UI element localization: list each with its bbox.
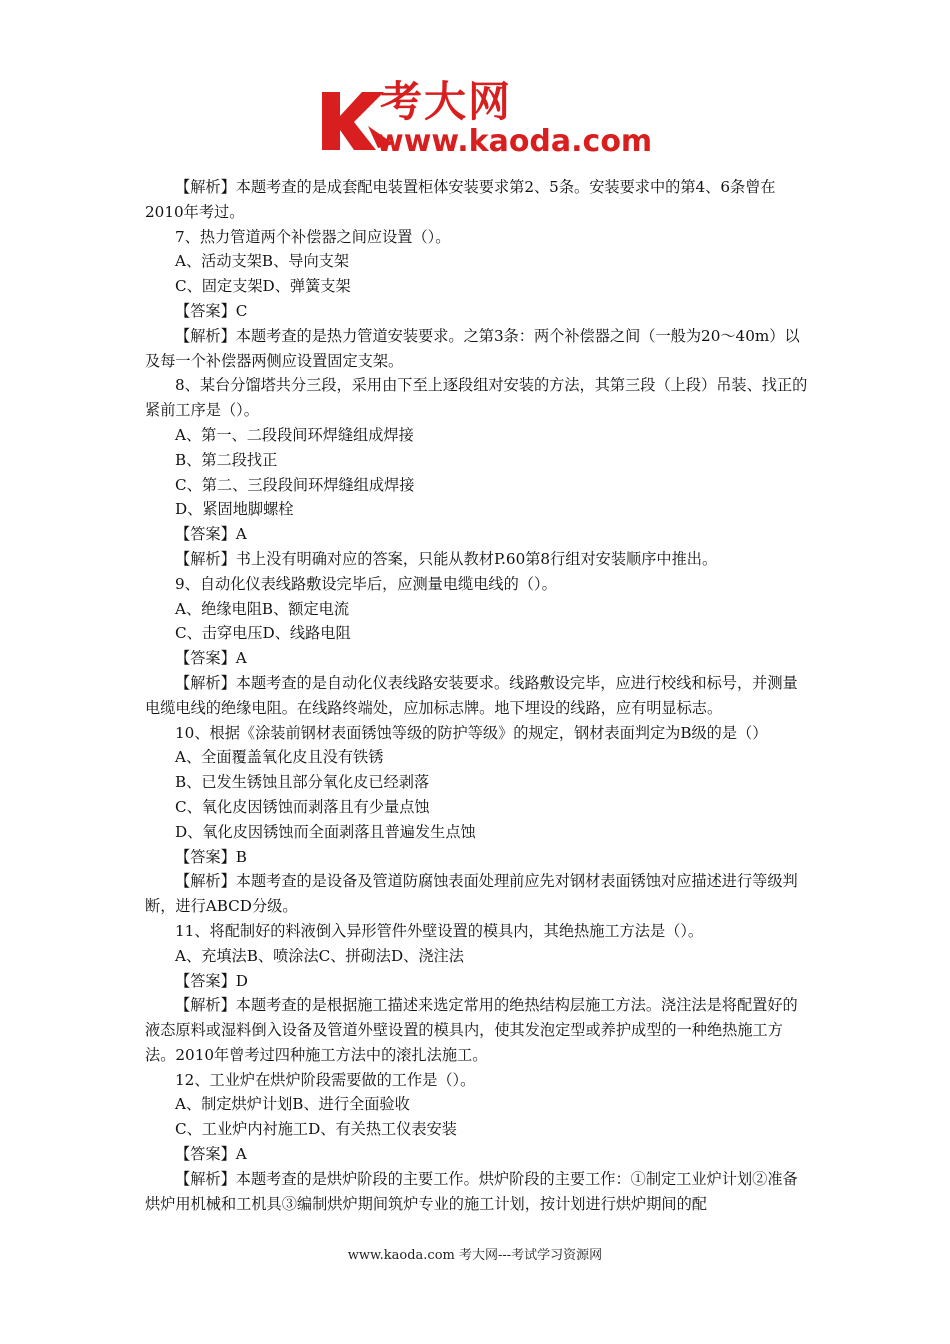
option-10-d: D、氧化皮因锈蚀而全面剥落且普遍发生点蚀 [175,822,476,841]
analysis-10: 【解析】本题考查的是设备及管道防腐蚀表面处理前应先对钢材表面锈蚀对应描述进行等级判断，进行ABCD分级。 [145,872,798,916]
logo-url: www.kaoda.com [376,124,653,159]
question-11: 11、将配制好的料液倒入异形管件外壁设置的模具内，其绝热施工方法是（）。 [175,921,704,940]
options-11: A、充填法B、喷涂法C、拼砌法D、浇注法 [175,946,464,965]
option-10-a: A、全面覆盖氧化皮且没有铁锈 [175,748,384,767]
question-8: 8、某台分馏塔共分三段，采用由下至上逐段组对安装的方法，其第三段（上段）吊装、找正的紧前工序是（）。 [145,376,808,420]
document-body [145,175,810,1216]
options-7-cd: C、固定支架D、弹簧支架 [175,277,351,296]
question-7: 7、热力管道两个补偿器之间应设置（）。 [175,227,451,246]
options-12-ab: A、制定烘炉计划B、进行全面验收 [175,1095,410,1114]
options-9-ab: A、绝缘电阻B、额定电流 [175,599,350,618]
logo-chinese-name: 考大网 [380,77,513,126]
options-9-cd: C、击穿电压D、线路电阻 [175,624,351,643]
option-10-b: B、已发生锈蚀且部分氧化皮已经剥落 [175,773,430,792]
answer-9: 【答案】A [175,649,247,668]
question-9: 9、自动化仪表线路敷设完毕后，应测量电缆电线的（）。 [175,574,557,593]
analysis-11: 【解析】本题考查的是根据施工描述来选定常用的绝热结构层施工方法。浇注法是将配置好的液态原料或湿料倒入设备及管道外壁设置的模具内，使其发泡定型或养护成型的一种绝热施工方法。2010年曾考过四种施工方法中的滚扎法施工。 [145,996,798,1064]
question-12: 12、工业炉在烘炉阶段需要做的工作是（）。 [175,1070,476,1089]
option-10-c: C、氧化皮因锈蚀而剥落且有少量点蚀 [175,797,430,816]
answer-10: 【答案】B [175,847,247,866]
question-10: 10、根据《涂装前钢材表面锈蚀等级的防护等级》的规定，钢材表面判定为B级的是（） [175,723,768,742]
analysis-6: 【解析】本题考查的是成套配电装置柜体安装要求第2、5条。安装要求中的第4、6条曾在2010年考过。 [145,178,776,221]
options-7-ab: A、活动支架B、导向支架 [175,252,350,271]
options-12-cd: C、工业炉内衬施工D、有关热工仪表安装 [175,1120,457,1139]
analysis-12: 【解析】本题考查的是烘炉阶段的主要工作。烘炉阶段的主要工作：①制定工业炉计划②准备烘炉用机械和工机具③编制烘炉期间筑炉专业的施工计划，按计划进行烘炉期间的配 [145,1169,798,1213]
answer-12: 【答案】A [175,1145,247,1164]
answer-7: 【答案】C [175,301,248,320]
answer-8: 【答案】A [175,525,247,544]
analysis-8: 【解析】书上没有明确对应的答案，只能从教材P.60第8行组对安装顺序中推出。 [175,549,718,568]
kaoda-logo [318,77,653,162]
option-8-c: C、第二、三段段间环焊缝组成焊接 [175,475,415,494]
option-8-d: D、紧固地脚螺栓 [175,500,294,519]
answer-11: 【答案】D [175,971,248,990]
option-8-a: A、第一、二段段间环焊缝组成焊接 [175,425,414,444]
page-footer: www.kaoda.com 考大网---考试学习资源网 [347,1248,603,1263]
analysis-7: 【解析】本题考查的是热力管道安装要求。之第3条：两个补偿器之间（一般为20～40m）以及每一个补偿器两侧应设置固定支架。 [145,326,800,370]
option-8-b: B、第二段找正 [175,450,278,469]
analysis-9: 【解析】本题考查的是自动化仪表线路安装要求。线路敷设完毕，应进行校线和标号，并测量电缆电线的绝缘电阻。在线路终端处，应加标志牌。地下埋设的线路，应有明显标志。 [145,673,798,717]
